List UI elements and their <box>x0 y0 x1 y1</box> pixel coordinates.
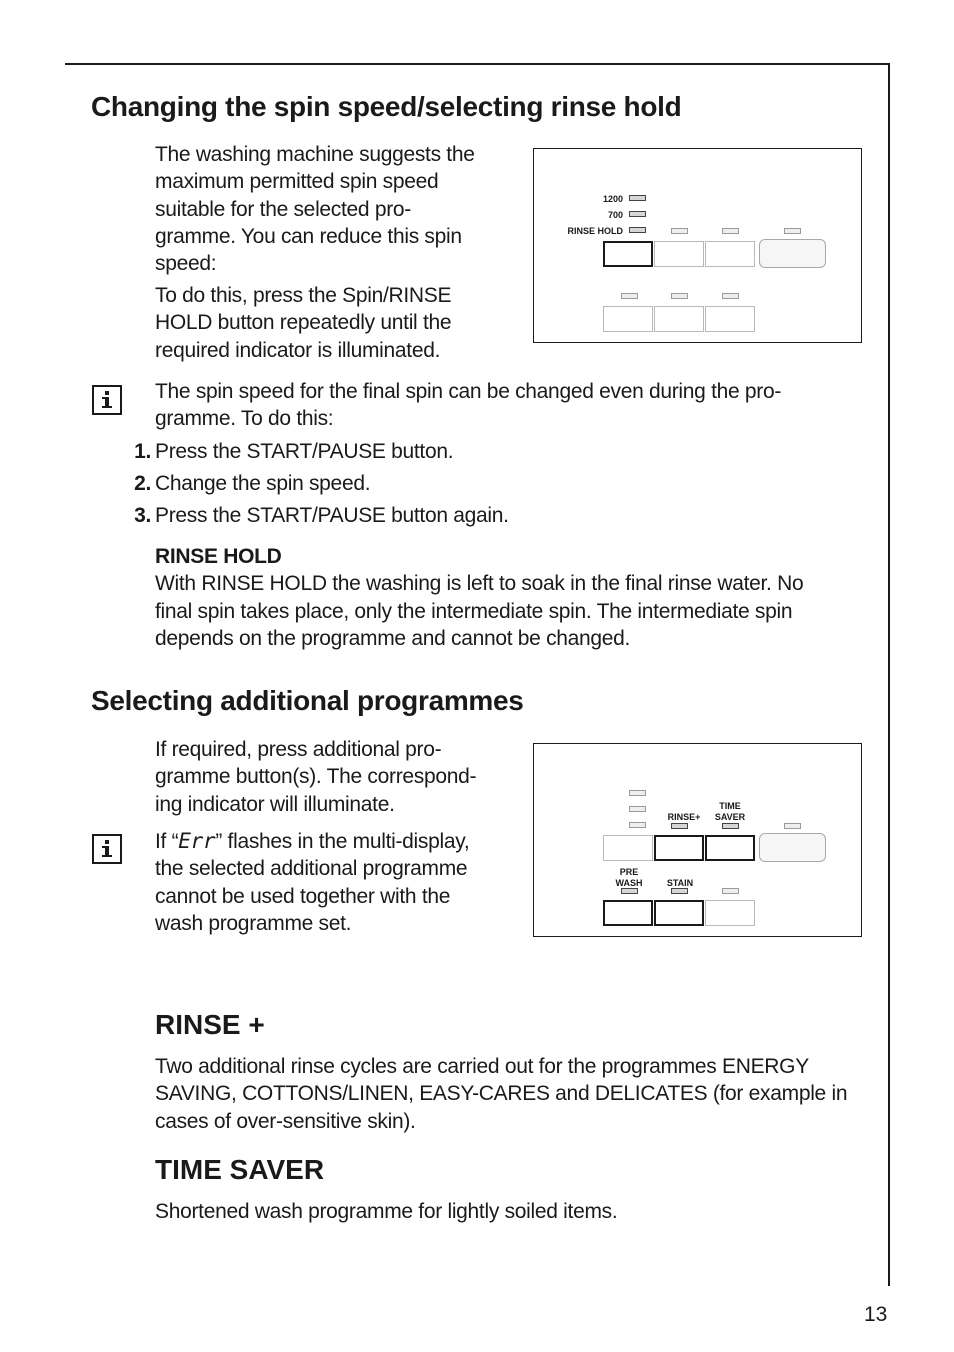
text-line: To do this, press the Spin/RINSE <box>155 284 452 307</box>
led-1200 <box>629 195 646 201</box>
info-icon <box>92 385 122 415</box>
led-time-saver <box>722 823 739 829</box>
option-button[interactable] <box>705 306 755 332</box>
info-icon-glyph <box>94 836 120 862</box>
label-pre-wash: WASH <box>615 878 643 888</box>
additional-intro <box>155 736 525 818</box>
text-line: wash programme set. <box>155 911 352 935</box>
label-pre-wash: PRE <box>619 867 639 877</box>
control-panel-spin <box>533 148 862 343</box>
time-saver-button[interactable] <box>705 835 755 861</box>
option-button[interactable] <box>603 835 653 861</box>
option-button[interactable] <box>654 306 704 332</box>
top-rule <box>65 63 890 65</box>
led-indicator <box>784 823 801 829</box>
text-line: required indicator is illuminated. <box>155 338 441 362</box>
step-number: 2. <box>134 472 151 495</box>
text-line: If required, press additional pro- <box>155 738 442 761</box>
spin-rinse-hold-button[interactable] <box>603 241 653 267</box>
step-text: Press the START/PAUSE button again. <box>155 504 509 527</box>
text-line: gramme button(s). The correspond- <box>155 765 477 789</box>
text-line: gramme. To do this: <box>155 407 334 431</box>
step-text: Press the START/PAUSE button. <box>155 440 454 463</box>
text-line: gramme. You can reduce this spin <box>155 224 462 248</box>
label-time-saver: SAVER <box>714 812 746 822</box>
right-rule <box>888 63 890 1286</box>
rinse-hold-block <box>155 543 875 652</box>
label-stain: STAIN <box>666 878 694 888</box>
led-indicator <box>671 293 688 299</box>
control-panel-additional <box>533 743 862 937</box>
led-stain <box>671 888 688 894</box>
heading-time-saver: TIME SAVER <box>155 1154 325 1185</box>
heading-rinse-plus: RINSE + <box>155 1009 265 1040</box>
start-pause-button[interactable] <box>759 833 826 862</box>
text-fragment: ” flashes in the multi-display, <box>215 830 470 853</box>
led-indicator <box>629 790 646 796</box>
heading-spin-speed: Changing the spin speed/selecting rinse hold <box>91 91 682 122</box>
rinse-hold-title: RINSE HOLD <box>155 545 282 568</box>
rinse-plus-button[interactable] <box>654 835 704 861</box>
text-line: cannot be used together with the <box>155 884 451 908</box>
text-line: With RINSE HOLD the washing is left to soak in the final rinse water. No <box>155 572 804 596</box>
text-line: Shortened wash programme for lightly soiled items. <box>155 1200 618 1223</box>
led-indicator <box>629 822 646 828</box>
text-fragment: If “ <box>155 830 179 853</box>
led-indicator <box>671 228 688 234</box>
option-button[interactable] <box>654 241 704 267</box>
text-line: the selected additional programme <box>155 857 468 881</box>
pre-wash-button[interactable] <box>603 900 653 926</box>
led-indicator <box>722 228 739 234</box>
stain-button[interactable] <box>654 900 704 926</box>
led-indicator <box>722 293 739 299</box>
text-line: depends on the programme and cannot be changed. <box>155 626 631 650</box>
led-indicator <box>784 228 801 234</box>
spin-instruction <box>155 282 515 364</box>
option-button[interactable] <box>705 900 755 926</box>
err-code: Err <box>178 829 216 853</box>
led-rinse-hold <box>629 227 646 233</box>
text-line: maximum permitted spin speed <box>155 170 439 194</box>
text-line: ing indicator will illuminate. <box>155 792 395 816</box>
label-time-saver: TIME <box>719 801 741 811</box>
err-first-line <box>155 828 525 855</box>
led-indicator <box>722 888 739 894</box>
page-number: 13 <box>864 1303 888 1326</box>
text-line: SAVING, COTTONS/LINEN, EASY-CARES and DELICATES (for example in <box>155 1082 848 1106</box>
option-button[interactable] <box>705 241 755 267</box>
text-line: HOLD button repeatedly until the <box>155 311 452 335</box>
time-saver-text <box>155 1198 875 1225</box>
step-item <box>134 438 454 465</box>
err-note <box>155 828 525 937</box>
text-line: Two additional rinse cycles are carried out for the programmes ENERGY <box>155 1055 809 1078</box>
start-pause-button[interactable] <box>759 239 826 268</box>
info-icon-glyph <box>94 387 120 413</box>
label-rinse-hold: RINSE HOLD <box>567 226 623 236</box>
text-line: The spin speed for the final spin can be changed even during the pro- <box>155 380 782 403</box>
spin-note <box>155 378 875 433</box>
label-1200: 1200 <box>602 194 623 204</box>
step-item <box>134 470 371 497</box>
rinse-plus-text <box>155 1053 875 1135</box>
option-button[interactable] <box>603 306 653 332</box>
step-item <box>134 502 509 529</box>
led-pre-wash <box>621 888 638 894</box>
text-line: final spin takes place, only the intermediate spin. The intermediate spin <box>155 599 793 623</box>
info-icon <box>92 834 122 864</box>
step-text: Change the spin speed. <box>155 472 371 495</box>
led-700 <box>629 211 646 217</box>
led-indicator <box>629 806 646 812</box>
text-line: suitable for the selected pro- <box>155 197 411 221</box>
step-number: 1. <box>134 440 151 463</box>
led-indicator <box>621 293 638 299</box>
led-rinse-plus <box>671 823 688 829</box>
heading-additional-programmes: Selecting additional programmes <box>91 685 524 716</box>
text-line: The washing machine suggests the <box>155 143 475 166</box>
text-line: speed: <box>155 252 217 276</box>
label-rinse-plus: RINSE+ <box>667 812 701 822</box>
spin-intro <box>155 141 515 277</box>
step-number: 3. <box>134 504 151 527</box>
label-700: 700 <box>607 210 623 220</box>
text-line: cases of over-sensitive skin). <box>155 1109 416 1133</box>
